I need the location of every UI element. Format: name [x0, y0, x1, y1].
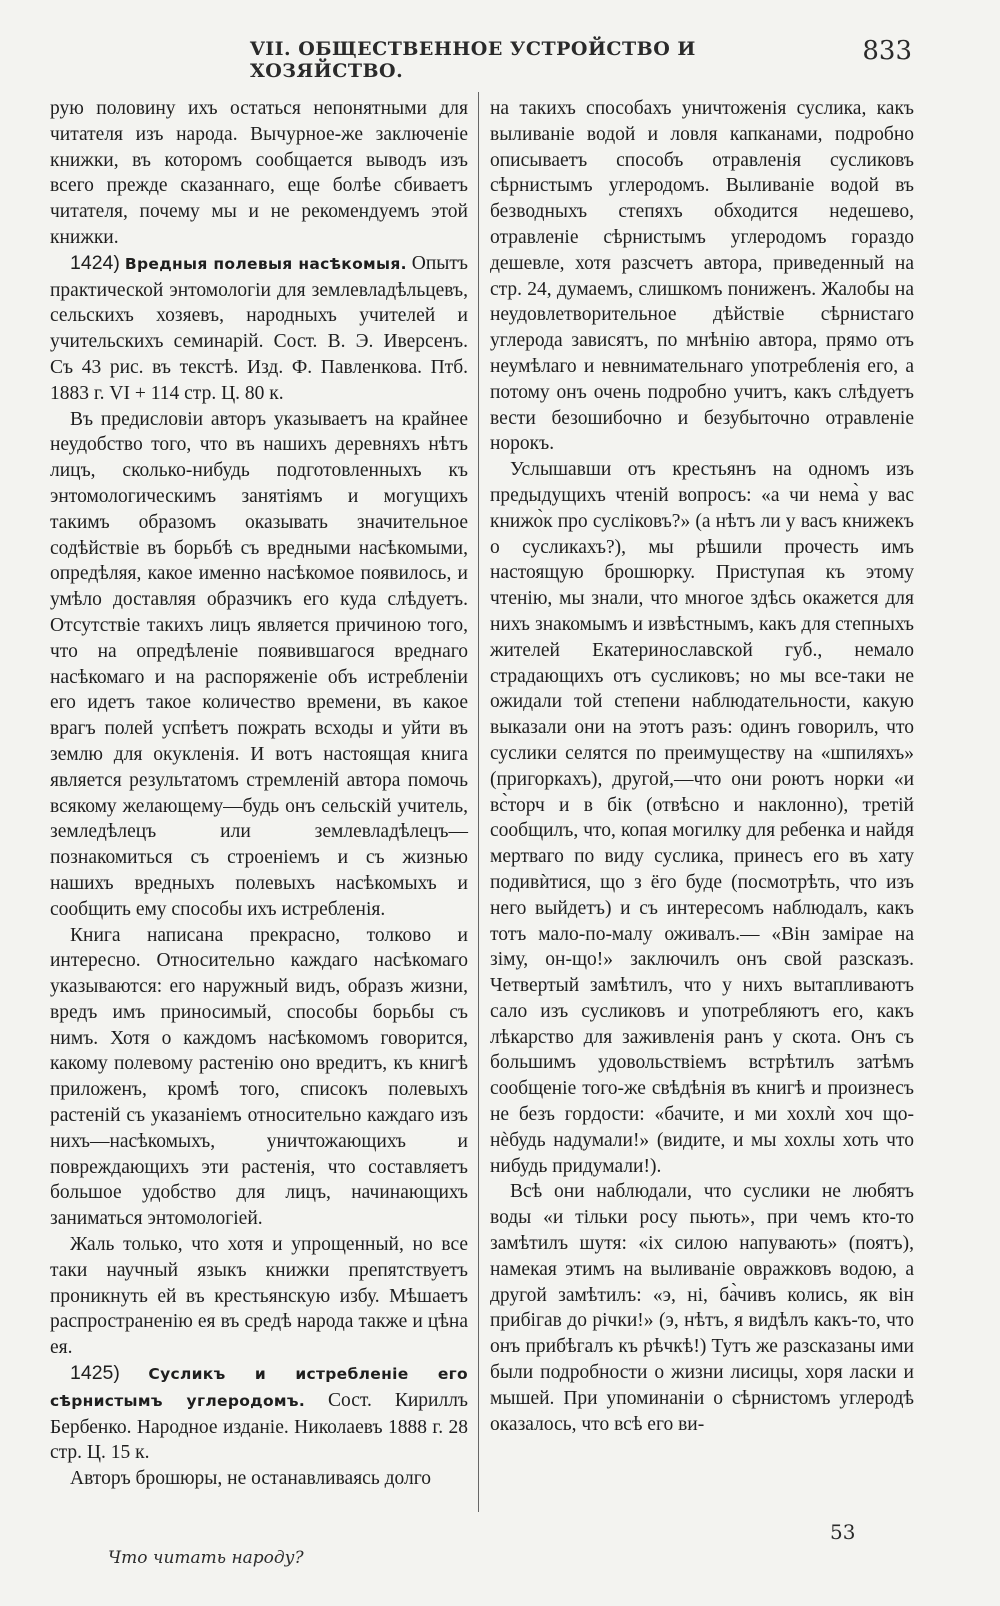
entry-number: 1424) [70, 251, 120, 274]
paragraph: Въ предисловіи авторъ указываетъ на крайнее неудобство того, что въ нашихъ деревняхъ нѣтъ лицъ, сколько-нибудь подготовленныхъ къ энтомологическимъ занятіямъ и могущихъ такимъ образомъ оказывать значительное содѣйствіе въ борьбѣ съ вредными насѣкомыми, опредѣляя, какое именно насѣкомое появилось, и умѣло доставляя образчикъ его куда слѣдуетъ. Отсутствіе такихъ лицъ является причиною того, что на опредѣленіе появившагося вреднаго насѣкомаго и на распоряженіе объ истребленіи его идетъ такое количество времени, въ какое врагъ полей успѣетъ пожрать всходы и уйти въ землю для окукленія. И вотъ настоящая книга является результатомъ стремленій автора помочь всякому желающему—будь онъ сельскій учитель, земледѣлецъ или землевладѣлецъ—познакомиться съ строеніемъ и съ жизнью нашихъ вредныхъ полевыхъ насѣкомыхъ и сообщить ему способы ихъ истребленія. [50, 408, 468, 920]
paragraph: на такихъ способахъ уничтоженія суслика, какъ выливаніе водой и ловля капканами, подробно описываетъ способъ отравленія сусликовъ сѣрнистымъ углеродомъ. Выливаніе водой въ безводныхъ степяхъ обходится недешево, отравленіе сѣрнистымъ углеродомъ гораздо дешевле, хотя разсчетъ автора, приведенный на стр. 24, думаемъ, слишкомъ пониженъ. Жалобы на неудовлетворительное дѣйствіе сѣрнистаго углерода зависятъ, по мнѣнію автора, прямо отъ неумѣлаго и невнимательнаго употребленія его, а потому онъ очень подробно учитъ, какъ слѣдуетъ вести безошибочно и безубыточно отравленіе норокъ. [490, 98, 914, 455]
entry-description: Сост. Кириллъ Бербенко. Народное изданіе. Николаевъ 1888 г. 28 стр. Ц. 15 к. [50, 1389, 469, 1464]
signature-number: 53 [830, 1520, 856, 1544]
paragraph: Авторъ брошюры, не останавливаясь долго [70, 1468, 432, 1490]
paragraph: Жаль только, что хотя и упрощенный, но все таки научный языкъ книжки препятствуетъ проникнуть ей въ крестьянскую избу. Мѣшаетъ распространенію ея въ средѣ народа также и цѣна ея. [50, 1234, 468, 1359]
paragraph: рую половину ихъ остаться непонятными для читателя изъ народа. Вычурное-же заключеніе книжки, въ которомъ сообщается выводъ изъ всего прежде сказаннаго, еще болѣе сбиваетъ читателя, почему мы и не рекомендуемъ этой книжки. [50, 98, 468, 248]
column-divider [478, 92, 479, 1512]
paragraph: Всѣ они наблюдали, что суслики не любятъ воды «и тільки росу пьють», при чемъ кто-то замѣтилъ шутя: «іх силою напувають» (поятъ), намекая этимъ на выливаніе овражковъ водою, а другой замѣтилъ: «э, ні, ба̀чивъ колись, як він прибігав до річки!» (э, нѣтъ, я видѣлъ какъ-то, что онъ прибѣгалъ къ рѣчкѣ!) Тутъ же разсказаны ими были подробности о жизни лисицы, хоря ласки и мышей. При упоминаніи о сѣрнистомъ углеродѣ оказалось, что всѣ его ви- [490, 1181, 914, 1435]
page-number: 833 [862, 36, 912, 66]
right-column [490, 96, 914, 1437]
left-column [50, 96, 468, 1492]
running-header: VII. ОБЩЕСТВЕННОЕ УСТРОЙСТВО И ХОЗЯЙСТВО. [250, 38, 696, 82]
entry-number: 1425) [70, 1362, 120, 1385]
paragraph: Услышавши отъ крестьянъ на одномъ изъ предыдущихъ чтеній вопросъ: «а чи нема̀ у вас книжо̀к про сусліковъ?» (а нѣтъ ли у васъ книжекъ о сусликахъ?), мы рѣшили прочесть имъ настоящую брошюрку. Приступая къ этому чтенію, мы знали, что многое здѣсь окажется для нихъ знакомымъ и извѣстнымъ, какъ для степныхъ жителей Екатеринославской губ., немало страдающихъ отъ сусликовъ; но мы все-таки не ожидали той степени наблюдательности, какую выказали они на этотъ разъ: одинъ говорилъ, что суслики селятся по преимуществу на «шпиляхъ» (пригоркахъ), другой,—что они роютъ норки «и вс̀торч и в бік (отвѣсно и наклонно), третій сообщилъ, что, копая могилку для ребенка и найдя мертваго по виду суслика, принесъ его въ хату подивѝтися, що з ёго буде (посмотрѣть, что изъ него выйдетъ) и съ интересомъ наблюдалъ, какъ тотъ мало-по-малу оживалъ.— «Він замірае на зіму, он-що!» заключилъ онъ свой разсказъ. Четвертый замѣтилъ, что у нихъ вытапливаютъ сало изъ сусликовъ и употребляютъ его, какъ лѣкарство для заживленія ранъ у скота. Онъ съ большимъ удовольствіемъ встрѣтилъ затѣмъ сообщеніе того-же свѣдѣнія въ книгѣ и произнесъ не безъ гордости: «бачите, и ми хохлѝ хоч що-нѐбудь надумали!» (видите, и мы хохлы хоть что нибудь придумали!). [490, 459, 914, 1177]
entry-title: Сусликъ и истребленіе его сѣрнистымъ углеродомъ. [50, 1365, 469, 1410]
signature-footer: Что читать народу? [108, 1548, 304, 1568]
paragraph: Книга написана прекрасно, толково и интересно. Относительно каждаго насѣкомаго указываются: его наружный видъ, образъ жизни, вредъ имъ приносимый, способы борьбы съ нимъ. Хотя о каждомъ насѣкомомъ говорится, какому полевому растенію оно вредитъ, къ книгѣ приложенъ, кромѣ того, списокъ полевыхъ растеній съ указаніемъ относительно каждаго изъ нихъ—насѣкомыхъ, уничтожающихъ и повреждающихъ эти растенія, что составляетъ большое удобство для лицъ, начинающихъ заниматься энтомологіей. [50, 924, 468, 1230]
entry-title: Вредныя полевыя насѣкомыя. [124, 254, 407, 273]
entry-1425 [50, 1361, 468, 1466]
entry-description: Опытъ практической энтомологіи для землевладѣльцевъ, сельскихъ хозяевъ, народныхъ учителей и учительскихъ семинарій. Сост. В. Э. Иверсенъ. Съ 43 рис. въ текстѣ. Изд. Ф. Павленкова. Птб. 1883 г. VI + 114 стр. Ц. 80 к. [50, 252, 469, 404]
entry-1424 [50, 251, 468, 407]
